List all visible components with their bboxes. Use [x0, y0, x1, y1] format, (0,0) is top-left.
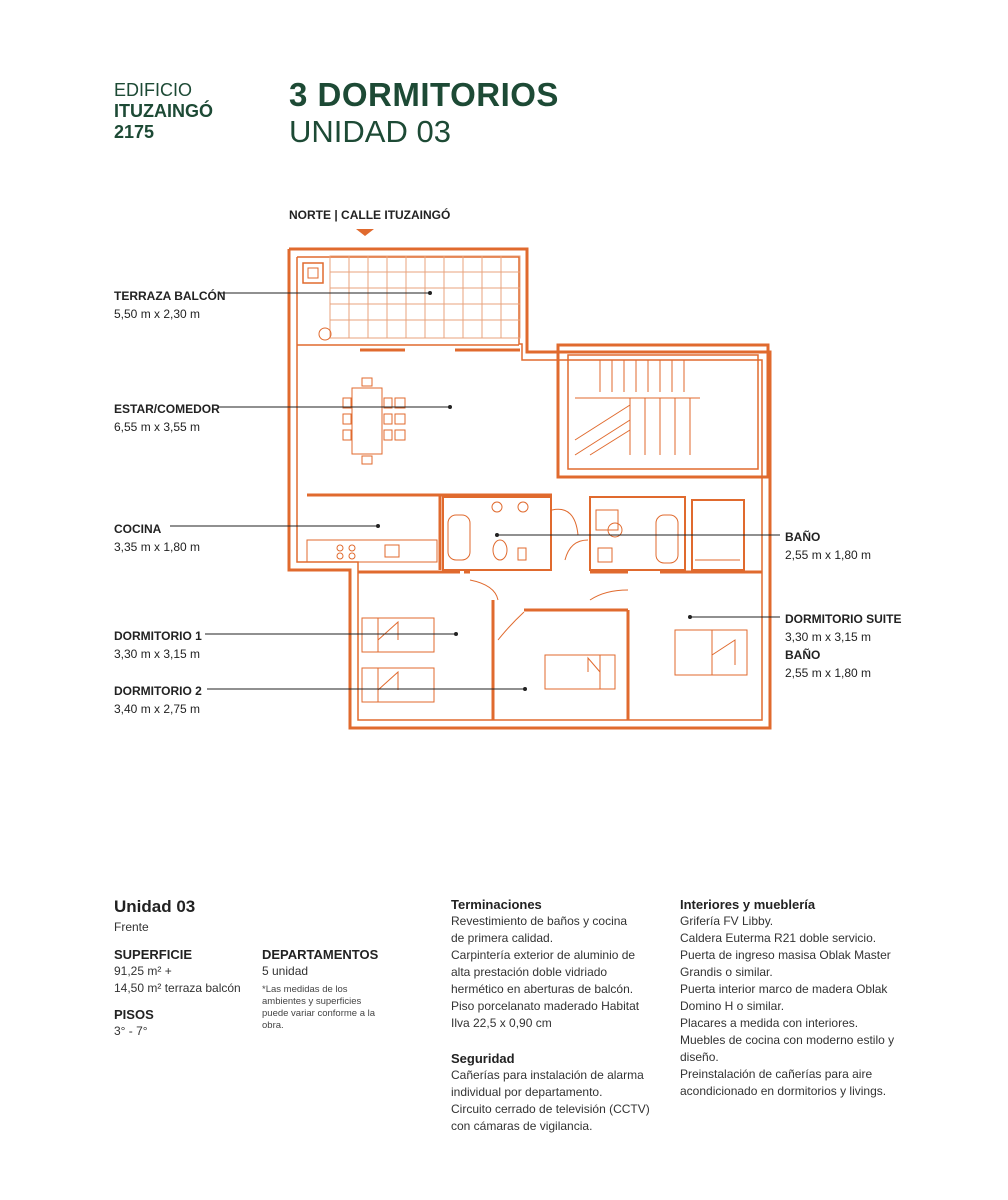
terrace-pot — [319, 328, 331, 340]
room-label-bano-suite: BAÑO — [785, 648, 821, 662]
terminaciones-line: Carpintería exterior de aluminio de — [451, 948, 636, 962]
interiores-line: acondicionado en dormitorios y livings. — [680, 1084, 887, 1098]
terminaciones-line: Piso porcelanato maderado Habitat — [451, 999, 640, 1013]
terminaciones-line: alta prestación doble vidriado — [451, 965, 608, 979]
terminaciones-line: Revestimiento de baños y cocina — [451, 914, 628, 928]
exterior-wall-inner — [297, 257, 762, 720]
unit-position: Frente — [114, 920, 149, 934]
seguridad-line: con cámaras de vigilancia. — [451, 1119, 593, 1133]
room-label-dormitorio-suite: DORMITORIO SUITE 3,30 m x 3,15 m BAÑO 2,55 m x 1,80 m — [785, 612, 902, 680]
exterior-wall — [289, 249, 770, 728]
departamentos-label: DEPARTAMENTOS — [262, 947, 379, 962]
pisos-block — [114, 1006, 154, 1040]
interiores-section — [680, 896, 910, 1100]
measurements-note: *Las medidas de los ambientes y superficies puede variar conforme a la obra. — [262, 984, 376, 1031]
terminaciones-line: de primera calidad. — [451, 931, 554, 945]
interiores-line: Puerta de ingreso masisa Oblak Master — [680, 948, 891, 962]
interiores-title: Interiores y mueblería — [680, 897, 816, 912]
pisos-value: 3° - 7° — [114, 1024, 148, 1038]
interiores-line: Domino H o similar. — [680, 999, 785, 1013]
bath-2 — [590, 497, 685, 570]
interiores-line: Muebles de cocina con moderno estilo y — [680, 1033, 895, 1047]
stair-core — [558, 345, 768, 477]
room-label-terraza: TERRAZA BALCÓN 5,50 m x 2,30 m — [114, 289, 226, 321]
title-sub: UNIDAD 03 — [289, 114, 451, 149]
dining-table — [343, 378, 405, 464]
brand-line-3: 2175 — [114, 122, 155, 142]
seguridad-line: Circuito cerrado de televisión (CCTV) — [451, 1102, 650, 1116]
seguridad-section — [451, 1050, 666, 1135]
departamentos-value: 5 unidad — [262, 964, 309, 978]
superficie-label: SUPERFICIE — [114, 947, 193, 962]
terrace-column — [303, 263, 323, 283]
title-main: 3 DORMITORIOS — [289, 76, 559, 113]
seguridad-line: individual por departamento. — [451, 1085, 603, 1099]
room-label-dormitorio-2: DORMITORIO 2 3,40 m x 2,75 m — [114, 684, 202, 716]
brand-line-2: ITUZAINGÓ — [114, 101, 213, 121]
superficie-value-2: 14,50 m² terraza balcón — [114, 981, 241, 995]
interiores-line: diseño. — [680, 1050, 719, 1064]
terminaciones-title: Terminaciones — [451, 897, 542, 912]
room-label-dormitorio-1: DORMITORIO 1 3,30 m x 3,15 m — [114, 629, 202, 661]
terrace-tiles — [330, 256, 520, 338]
orientation-label: NORTE | CALLE ITUZAINGÓ — [289, 208, 451, 222]
seguridad-title: Seguridad — [451, 1051, 515, 1066]
room-label-estar: ESTAR/COMEDOR 6,55 m x 3,55 m — [114, 402, 220, 434]
interiores-line: Preinstalación de cañerías para aire — [680, 1067, 873, 1081]
interiores-line: Placares a medida con interiores. — [680, 1016, 859, 1030]
interiores-line: Puerta interior marco de madera Oblak — [680, 982, 888, 996]
interiores-line: Grandis o similar. — [680, 965, 773, 979]
north-arrow-icon — [356, 229, 374, 236]
superficie-block — [114, 946, 241, 997]
unit-title: Unidad 03 — [114, 897, 196, 916]
terrace-planter — [308, 268, 318, 278]
interiores-line: Grifería FV Libby. — [680, 914, 774, 928]
pisos-label: PISOS — [114, 1007, 154, 1022]
stairs — [575, 360, 700, 455]
seguridad-line: Cañerías para instalación de alarma — [451, 1068, 644, 1082]
superficie-value-1: 91,25 m² + — [114, 964, 172, 978]
brand-line-1: EDIFICIO — [114, 80, 193, 100]
kitchen-counter — [307, 540, 437, 562]
terminaciones-section — [451, 896, 666, 1032]
room-label-bano: BAÑO 2,55 m x 1,80 m — [785, 530, 872, 562]
terminaciones-line: hermético en aberturas de balcón. — [451, 982, 634, 996]
interiores-line: Caldera Euterma R21 doble servicio. — [680, 931, 877, 945]
terminaciones-line: Ilva 22,5 x 0,90 cm — [451, 1016, 552, 1030]
room-label-cocina: COCINA 3,35 m x 1,80 m — [114, 522, 201, 554]
departamentos-block — [262, 946, 378, 980]
